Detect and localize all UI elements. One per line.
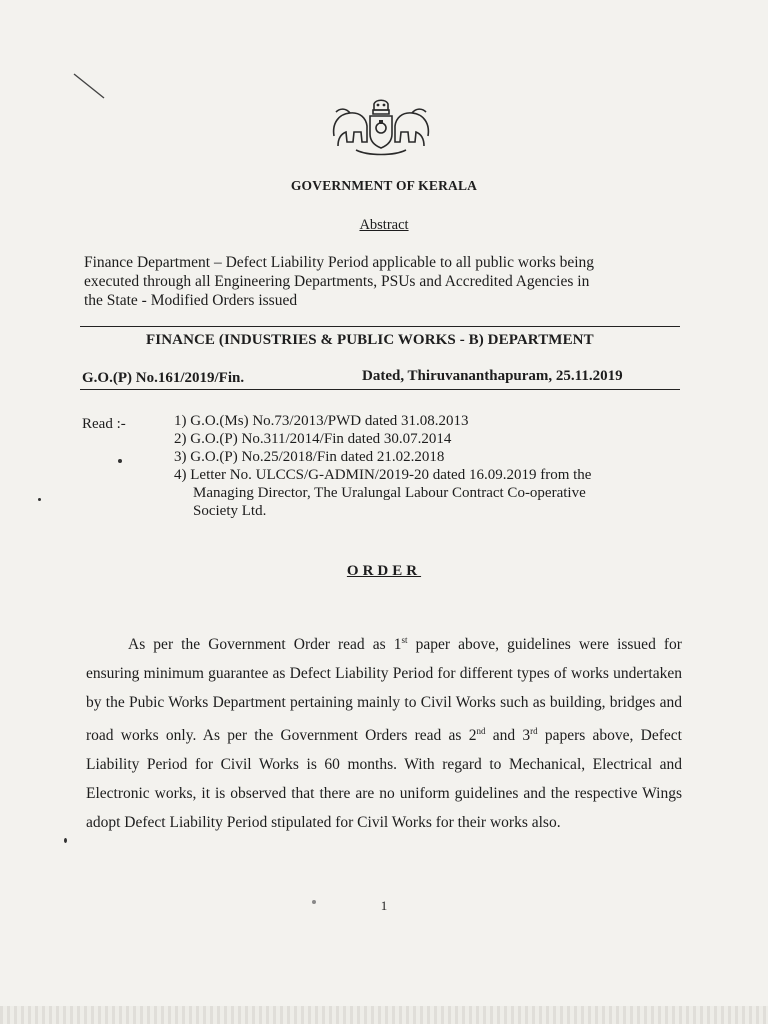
reference-item (174, 466, 694, 520)
scan-speck (38, 498, 41, 501)
scan-edge (0, 1006, 768, 1024)
reference-list (174, 412, 694, 520)
scan-speck (64, 838, 67, 843)
ordinal-superscript: nd (476, 726, 486, 737)
dated-line: Dated, Thiruvananthapuram, 25.11.2019 (362, 368, 623, 384)
order-body (86, 626, 682, 837)
kerala-state-emblem-icon (326, 96, 436, 158)
reference-item-text: 4) Letter No. ULCCS/G-ADMIN/2019-20 dated 16.09.2019 from the (174, 467, 592, 483)
government-title: GOVERNMENT OF KERALA (290, 178, 478, 193)
subject-line: executed through all Engineering Departments, PSUs and Accredited Agencies in (84, 273, 590, 290)
divider (80, 389, 680, 390)
order-heading (0, 563, 768, 580)
body-text: As per the Government Order read as 1 (128, 636, 402, 654)
body-text: paper above, guidelines were issued for ensuring minimum guarantee as Defect Liability Period for different types of works undertaken by the Pubic Works Department pertaining mainly to Civil Works such as building, bridges and road works only. As per the Government Orders read as 2 (86, 636, 682, 745)
scan-speck (118, 459, 122, 463)
go-number: G.O.(P) No.161/2019/Fin. (82, 370, 245, 386)
reference-item: 2) G.O.(P) No.311/2014/Fin dated 30.07.2014 (174, 431, 452, 447)
department-title: FINANCE (INDUSTRIES & PUBLIC WORKS - B) DEPARTMENT (146, 332, 594, 348)
body-text: and 3 (485, 727, 531, 745)
scan-speck (312, 900, 316, 904)
reference-item: 1) G.O.(Ms) No.73/2013/PWD dated 31.08.2013 (174, 413, 469, 429)
body-text: papers above, Defect Liability Period for Civil Works is 60 months. With regard to Mechanical, Electrical and Electronic works, it is observed that there are no uniform guidelines and the respective Wings adopt Defect Liability Period stipulated for Civil Works for their works also. (86, 727, 682, 832)
reference-item-continuation: Managing Director, The Uralungal Labour Contract Co-operative (193, 485, 586, 501)
order-heading-text: ORDER (346, 563, 422, 579)
reference-item-continuation: Society Ltd. (193, 503, 267, 519)
body-paragraph (86, 626, 682, 837)
reference-item: 3) G.O.(P) No.25/2018/Fin dated 21.02.2018 (174, 449, 445, 465)
abstract-label: Abstract (359, 217, 409, 233)
page-number: 1 (380, 898, 388, 913)
subject-text (84, 253, 684, 310)
divider (80, 326, 680, 327)
ordinal-superscript: st (401, 635, 408, 645)
subject-line: the State - Modified Orders issued (84, 292, 298, 309)
pen-mark (70, 70, 110, 104)
read-label: Read :- (82, 416, 126, 432)
ordinal-superscript: rd (530, 726, 538, 737)
subject-line: Finance Department – Defect Liability Period applicable to all public works being (84, 254, 595, 271)
